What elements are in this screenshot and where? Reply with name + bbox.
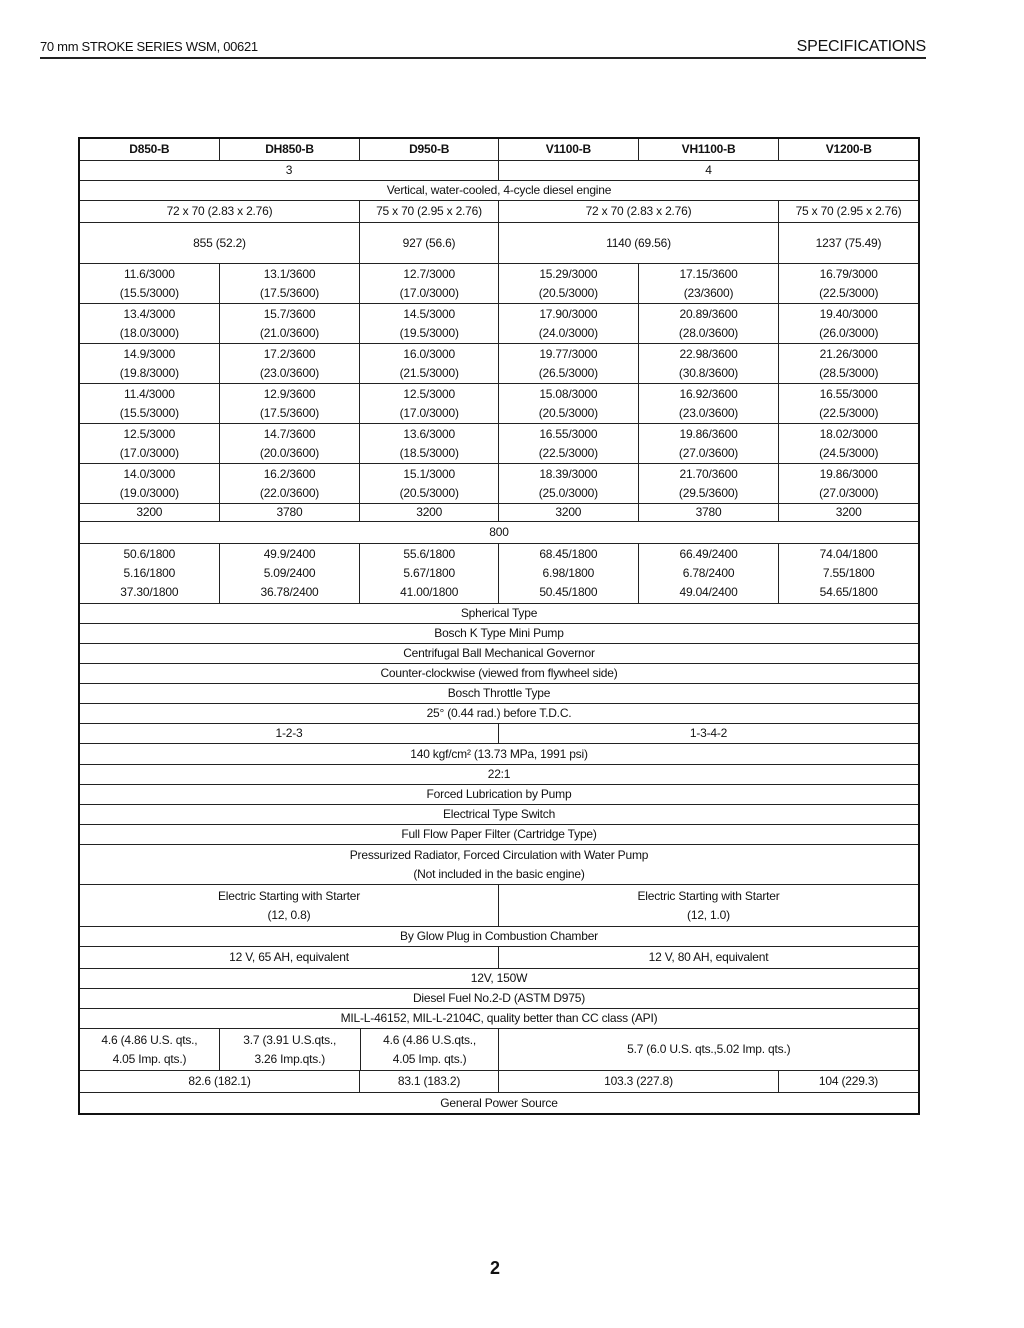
- oil-capacity-row: [80, 1029, 918, 1071]
- power-cell: 16.55/3000 (22.5/3000): [819, 386, 879, 420]
- direction-row: [80, 664, 918, 684]
- oil-filter-row: [80, 825, 918, 845]
- torque-cell: 74.04/1800 7.55/1800 54.65/1800: [819, 547, 878, 599]
- model-header: D950-B: [360, 139, 499, 160]
- starting-support-row: [80, 927, 918, 947]
- max-speed-cell: 3200: [80, 504, 220, 521]
- power-cell: 14.7/3600 (20.0/3600): [220, 424, 361, 463]
- power-cell: 12.5/3000 (17.0/3000): [80, 424, 220, 463]
- power-cell: 21.70/3600 (29.5/3600): [639, 464, 780, 503]
- model-header: V1200-B: [825, 142, 872, 156]
- power-cell: 15.29/3000 (20.5/3000): [499, 264, 639, 303]
- max-speed-cell: 3200: [360, 504, 499, 521]
- power-cell: 19.77/3000 (26.5/3000): [499, 344, 639, 383]
- bore-stroke-cell: 75 x 70 (2.95 x 2.76): [360, 201, 499, 222]
- power-cell: 15.08/3000 (20.5/3000): [499, 384, 639, 423]
- model-header: DH850-B: [220, 139, 361, 160]
- power-row: [80, 344, 918, 384]
- displacement-cell: 855 (52.2): [80, 223, 360, 263]
- weight-cell: 103.3 (227.8): [499, 1071, 779, 1092]
- governor-cell: Centrifugal Ball Mechanical Governor: [403, 646, 595, 660]
- bore-stroke-row: [80, 201, 918, 223]
- document-header-title: 70 mm STROKE SERIES WSM, 00621: [40, 39, 258, 54]
- power-cell: 16.79/3000 (22.5/3000): [819, 266, 879, 300]
- firing-order-cell: 1-3-4-2: [689, 726, 728, 740]
- power-cell: 14.0/3000 (19.0/3000): [80, 464, 220, 503]
- cooling-row: [80, 845, 918, 885]
- max-speed-cell: 3780: [639, 504, 780, 521]
- fuel-pump-cell: Bosch K Type Mini Pump: [434, 626, 564, 640]
- type-cell: Vertical, water-cooled, 4-cycle diesel engine: [386, 183, 612, 197]
- model-header: V1100-B: [499, 139, 639, 160]
- injection-timing-row: [80, 704, 918, 724]
- header-divider: [40, 57, 926, 59]
- battery-row: [80, 947, 918, 969]
- power-cell: 16.92/3600 (23.0/3600): [639, 384, 780, 423]
- bore-stroke-cell: 72 x 70 (2.83 x 2.76): [80, 201, 360, 222]
- cylinders-row: [80, 161, 918, 181]
- model-row: [80, 139, 918, 161]
- battery-cell: 12 V, 65 AH, equivalent: [80, 947, 499, 968]
- oil-pressure-row: [80, 805, 918, 825]
- power-row: [80, 384, 918, 424]
- power-cell: 12.5/3000 (17.0/3000): [360, 384, 499, 423]
- torque-cell: 50.6/1800 5.16/1800 37.30/1800: [80, 544, 220, 603]
- max-speed-cell: 3780: [220, 504, 361, 521]
- weight-row: [80, 1071, 918, 1093]
- direction-cell: Counter-clockwise (viewed from flywheel side): [380, 666, 618, 680]
- power-cell: 17.90/3000 (24.0/3000): [499, 304, 639, 343]
- power-cell: 20.89/3600 (28.0/3600): [639, 304, 780, 343]
- power-cell: 11.4/3000 (15.5/3000): [80, 384, 220, 423]
- application-cell: General Power Source: [440, 1095, 558, 1110]
- oil-row: [80, 1009, 918, 1029]
- idle-speed-row: [80, 522, 918, 544]
- max-speed-cell: 3200: [835, 505, 862, 519]
- power-cell: 19.40/3000 (26.0/3000): [819, 306, 879, 340]
- power-cell: 18.39/3000 (25.0/3000): [499, 464, 639, 503]
- fuel-pump-row: [80, 624, 918, 644]
- power-cell: 21.26/3000 (28.5/3000): [819, 346, 879, 380]
- weight-cell: 82.6 (182.1): [80, 1071, 360, 1092]
- page-number: 2: [490, 1258, 501, 1278]
- power-cell: 15.7/3600 (21.0/3600): [220, 304, 361, 343]
- fuel-row: [80, 989, 918, 1009]
- starting-cell: Electric Starting with Starter (12, 1.0): [637, 888, 780, 922]
- power-row: [80, 464, 918, 504]
- battery-cell: 12 V, 80 AH, equivalent: [648, 950, 769, 964]
- combustion-chamber-row: [80, 604, 918, 624]
- power-cell: 16.0/3000 (21.5/3000): [360, 344, 499, 383]
- displacement-cell: 1237 (75.49): [815, 235, 882, 250]
- power-cell: 22.98/3600 (30.8/3600): [639, 344, 780, 383]
- compression-ratio-cell: 22:1: [487, 767, 511, 781]
- torque-cell: 68.45/1800 6.98/1800 50.45/1800: [499, 544, 639, 603]
- oil-cell: MIL-L-46152, MIL-L-2104C, quality better than CC class (API): [340, 1011, 658, 1025]
- fuel-cell: Diesel Fuel No.2-D (ASTM D975): [412, 991, 586, 1005]
- power-cell: 13.4/3000 (18.0/3000): [80, 304, 220, 343]
- power-cell: 18.02/3000 (24.5/3000): [819, 426, 879, 460]
- oil-pressure-cell: Electrical Type Switch: [442, 807, 556, 821]
- lubrication-row: [80, 785, 918, 805]
- bore-stroke-cell: 75 x 70 (2.95 x 2.76): [795, 204, 902, 218]
- power-cell: 19.86/3600 (27.0/3600): [639, 424, 780, 463]
- model-header: D850-B: [80, 139, 220, 160]
- torque-row: [80, 544, 918, 604]
- power-cell: 17.2/3600 (23.0/3600): [220, 344, 361, 383]
- section-title: SPECIFICATIONS: [796, 38, 926, 55]
- oil-capacity-cell: 4.6 (4.86 U.S.qts., 4.05 Imp. qts.): [361, 1029, 500, 1070]
- application-row: [80, 1093, 918, 1113]
- combustion-chamber-cell: Spherical Type: [460, 606, 538, 620]
- model-header: VH1100-B: [639, 139, 780, 160]
- specifications-table: [78, 137, 920, 1115]
- oil-filter-cell: Full Flow Paper Filter (Cartridge Type): [401, 827, 597, 841]
- power-cell: 17.15/3600 (23/3600): [639, 264, 780, 303]
- power-cell: 14.9/3000 (19.8/3000): [80, 344, 220, 383]
- power-cell: 13.1/3600 (17.5/3600): [220, 264, 361, 303]
- injection-pressure-row: [80, 744, 918, 765]
- power-cell: 11.6/3000 (15.5/3000): [80, 264, 220, 303]
- compression-ratio-row: [80, 765, 918, 785]
- power-cell: 16.55/3000 (22.5/3000): [499, 424, 639, 463]
- power-cell: 19.86/3000 (27.0/3000): [819, 466, 879, 500]
- oil-capacity-cell: 3.7 (3.91 U.S.qts., 3.26 Imp.qts.): [220, 1029, 361, 1070]
- governor-row: [80, 644, 918, 664]
- cooling-cell: Pressurized Radiator, Forced Circulation with Water Pump (Not included in the basic engine): [349, 847, 649, 881]
- weight-cell: 83.1 (183.2): [360, 1071, 499, 1092]
- injection-timing-cell: 25° (0.44 rad.) before T.D.C.: [426, 706, 572, 720]
- power-cell: 13.6/3000 (18.5/3000): [360, 424, 499, 463]
- max-speed-row: [80, 504, 918, 522]
- displacement-cell: 1140 (69.56): [499, 223, 779, 263]
- starting-cell: Electric Starting with Starter (12, 0.8): [80, 885, 499, 926]
- cylinders-cell: 3: [80, 161, 499, 180]
- alternator-row: [80, 969, 918, 989]
- lubrication-cell: Forced Lubrication by Pump: [426, 787, 572, 801]
- alternator-cell: 12V, 150W: [470, 971, 528, 985]
- power-row: [80, 424, 918, 464]
- power-cell: 12.9/3600 (17.5/3600): [220, 384, 361, 423]
- displacement-row: [80, 223, 918, 264]
- power-cell: 14.5/3000 (19.5/3000): [360, 304, 499, 343]
- nozzle-row: [80, 684, 918, 704]
- injection-pressure-cell: 140 kgf/cm² (13.73 MPa, 1991 psi): [410, 746, 588, 761]
- firing-order-row: [80, 724, 918, 744]
- starting-row: [80, 885, 918, 927]
- nozzle-cell: Bosch Throttle Type: [447, 686, 551, 700]
- weight-cell: 104 (229.3): [818, 1074, 879, 1088]
- type-row: [80, 181, 918, 201]
- bore-stroke-cell: 72 x 70 (2.83 x 2.76): [499, 201, 779, 222]
- power-row: [80, 304, 918, 344]
- oil-capacity-cell: 5.7 (6.0 U.S. qts.,5.02 Imp. qts.): [627, 1042, 791, 1056]
- power-row: [80, 264, 918, 304]
- cylinders-cell: 4: [705, 163, 712, 177]
- starting-support-cell: By Glow Plug in Combustion Chamber: [400, 929, 598, 943]
- idle-speed-cell: 800: [489, 525, 509, 539]
- firing-order-cell: 1-2-3: [80, 724, 499, 743]
- torque-cell: 49.9/2400 5.09/2400 36.78/2400: [220, 544, 361, 603]
- power-cell: 15.1/3000 (20.5/3000): [360, 464, 499, 503]
- max-speed-cell: 3200: [499, 504, 639, 521]
- oil-capacity-cell: 4.6 (4.86 U.S. qts., 4.05 Imp. qts.): [80, 1029, 220, 1070]
- power-cell: 16.2/3600 (22.0/3600): [220, 464, 361, 503]
- torque-cell: 66.49/2400 6.78/2400 49.04/2400: [639, 544, 780, 603]
- power-cell: 12.7/3000 (17.0/3000): [360, 264, 499, 303]
- torque-cell: 55.6/1800 5.67/1800 41.00/1800: [360, 544, 499, 603]
- displacement-cell: 927 (56.6): [360, 223, 499, 263]
